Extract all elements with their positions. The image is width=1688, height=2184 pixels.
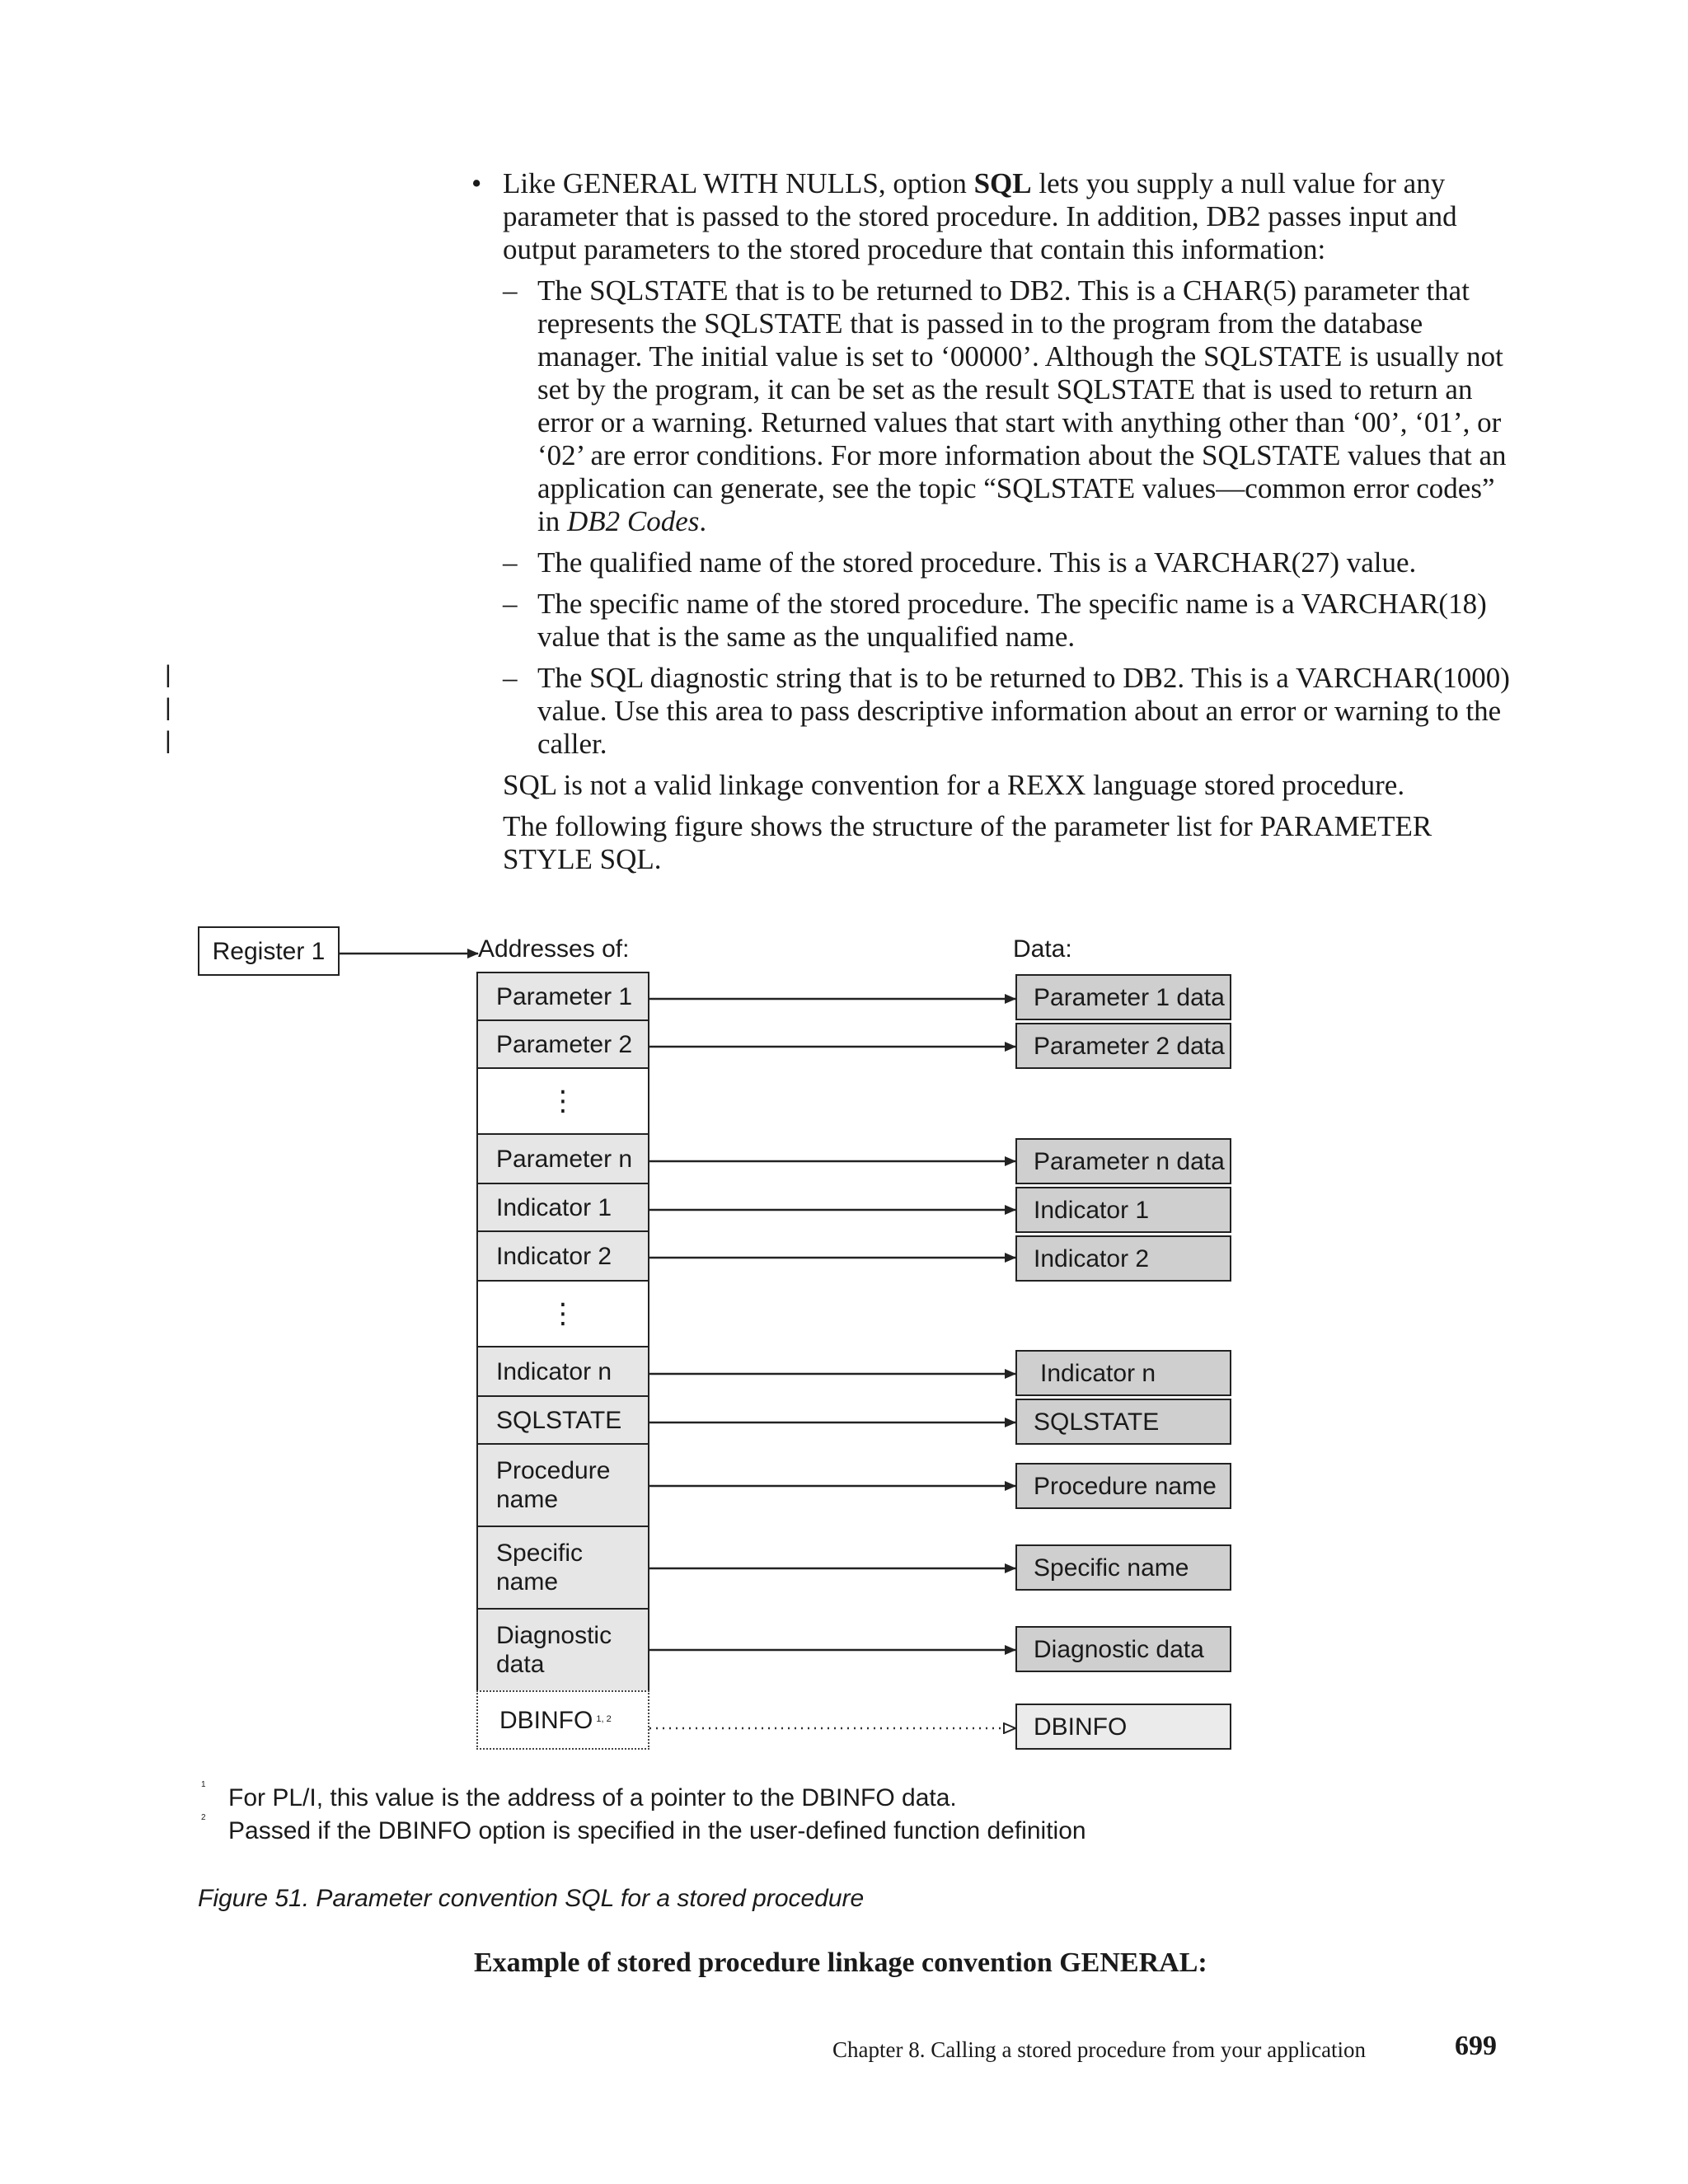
bullet-intro-pre: Like GENERAL WITH NULLS, option xyxy=(503,167,974,199)
address-cell-ellipsis: ⋮ xyxy=(476,1067,649,1135)
data-cell-dbinfo: DBINFO xyxy=(1015,1704,1231,1750)
register-1-box: Register 1 xyxy=(198,926,340,976)
addresses-header: Addresses of: xyxy=(478,935,630,963)
dash-item-text: The SQLSTATE that is to be returned to DB2. This is a CHAR(5) parameter that represents the SQLSTATE that is passed in to the program from the database manager. The initial value is set to ‘00000’. Although the SQLSTATE is usually not set by the program, it can be set as the result SQLSTATE that is used to return an error or a warning. Returned values that start with anything other than ‘00’, ‘01’, or ‘02’ are error conditions. For more information about the SQLSTATE values that an application can generate, see the topic “SQLSTATE values—common error codes” in xyxy=(537,274,1507,537)
data-cell-parameter-n: Parameter n data xyxy=(1015,1138,1231,1184)
address-cell-indicator-1: Indicator 1 xyxy=(476,1183,649,1232)
dash-item-text: The specific name of the stored procedure. The specific name is a VARCHAR(18) value that is the same as the unqualified name. xyxy=(537,588,1487,653)
change-bar: | xyxy=(165,727,171,754)
dash-item-specific-name xyxy=(503,588,1517,654)
dash-item-post: . xyxy=(699,505,707,537)
figure-caption: Figure 51. Parameter convention SQL for a stored procedure xyxy=(198,1885,865,1912)
address-cell-dbinfo xyxy=(476,1690,649,1750)
data-cell-indicator-2: Indicator 2 xyxy=(1015,1235,1231,1282)
change-bar: | xyxy=(165,694,171,721)
address-cell-sqlstate: SQLSTATE xyxy=(476,1395,649,1445)
dbinfo-label: DBINFO xyxy=(499,1706,593,1734)
dash-item-text: The qualified name of the stored procedure. This is a VARCHAR(27) value. xyxy=(537,546,1417,579)
dash-item-sqlstate xyxy=(503,274,1517,538)
paragraph-figure-intro: The following figure shows the structure of the parameter list for PARAMETER STYLE SQL. xyxy=(503,810,1432,875)
dash-item-diagnostic xyxy=(503,662,1517,761)
data-cell-parameter-1: Parameter 1 data xyxy=(1015,974,1231,1020)
address-cell-indicator-2: Indicator 2 xyxy=(476,1230,649,1282)
footer-chapter-title: Chapter 8. Calling a stored procedure from your application xyxy=(832,2037,1367,2062)
footnote-2-mark: 2 xyxy=(201,1813,206,1822)
dash-item-qualified-name xyxy=(503,546,1517,579)
address-cell-indicator-n: Indicator n xyxy=(476,1346,649,1397)
address-cell-ellipsis: ⋮ xyxy=(476,1280,649,1347)
address-cell-parameter-1: Parameter 1 xyxy=(476,972,649,1021)
dash-marker: – xyxy=(503,588,518,620)
body-text xyxy=(471,167,1517,876)
footnote-1-mark: 1 xyxy=(201,1780,206,1789)
address-cell-specific-name: Specific name xyxy=(476,1526,649,1610)
section-subheading: Example of stored procedure linkage convention GENERAL: xyxy=(474,1947,1207,1978)
dash-item-text: The SQL diagnostic string that is to be returned to DB2. This is a VARCHAR(1000) value. Use this area to pass descriptive information about an error or warning to the caller. xyxy=(537,662,1510,760)
data-cell-indicator-1: Indicator 1 xyxy=(1015,1187,1231,1233)
data-header: Data: xyxy=(1013,935,1072,963)
data-cell-parameter-2: Parameter 2 data xyxy=(1015,1023,1231,1069)
address-cell-procedure-name: Procedure name xyxy=(476,1443,649,1527)
bullet-intro-post: lets you supply a null value for any parameter that is passed to the stored procedure. In addition, DB2 passes input and output parameters to the stored procedure that contain this information: xyxy=(503,167,1457,265)
dash-marker: – xyxy=(503,662,518,694)
bullet-intro-bold: SQL xyxy=(973,167,1032,199)
data-cell-procedure-name: Procedure name xyxy=(1015,1463,1231,1509)
dash-item-italic: DB2 Codes xyxy=(566,505,700,537)
address-cell-parameter-2: Parameter 2 xyxy=(476,1019,649,1069)
data-cell-sqlstate: SQLSTATE xyxy=(1015,1399,1231,1445)
bullet-marker: • xyxy=(471,167,482,199)
data-cell-indicator-n: Indicator n xyxy=(1015,1350,1231,1396)
dash-marker: – xyxy=(503,546,518,579)
footnote-2: Passed if the DBINFO option is specified in the user-defined function definition xyxy=(228,1817,1086,1844)
change-bar: | xyxy=(165,661,171,688)
dbinfo-footnote-marks: 1, 2 xyxy=(596,1714,612,1724)
data-cell-diagnostic-data: Diagnostic data xyxy=(1015,1626,1231,1672)
dash-marker: – xyxy=(503,274,518,307)
address-cell-parameter-n: Parameter n xyxy=(476,1133,649,1184)
paragraph-rexx: SQL is not a valid linkage convention for a REXX language stored procedure. xyxy=(503,769,1405,801)
address-cell-diagnostic-data: Diagnostic data xyxy=(476,1608,649,1692)
bullet-item-sql xyxy=(471,167,1517,761)
footnote-1: For PL/I, this value is the address of a pointer to the DBINFO data. xyxy=(228,1784,957,1811)
data-cell-specific-name: Specific name xyxy=(1015,1544,1231,1591)
page-number: 699 xyxy=(1455,2031,1497,2061)
